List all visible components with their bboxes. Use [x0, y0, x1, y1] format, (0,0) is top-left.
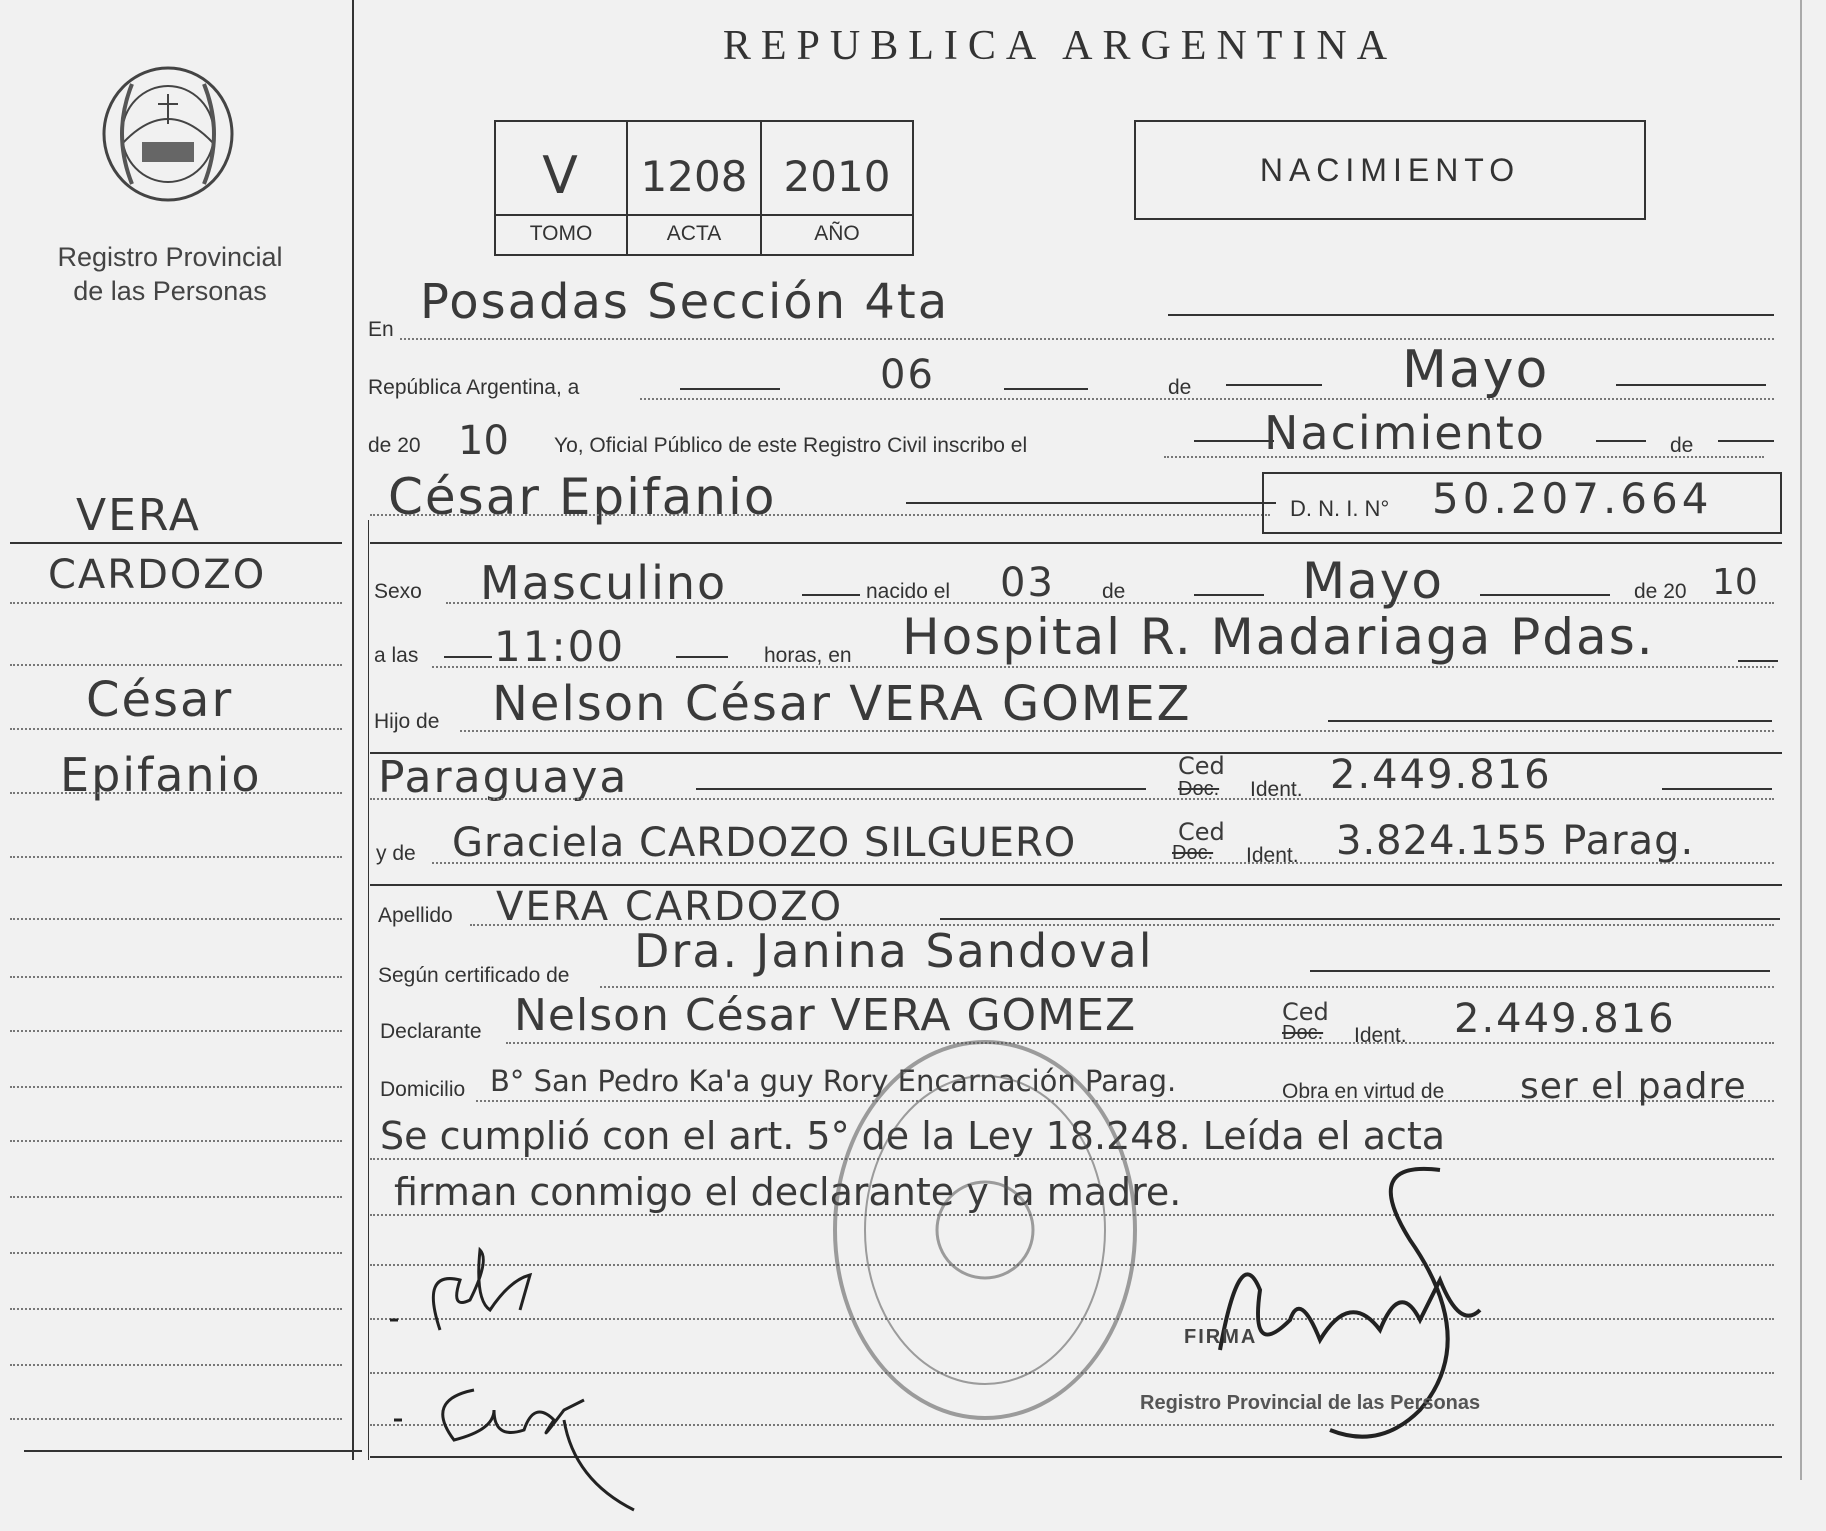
registry-name — [20, 240, 320, 308]
declarante-ced: Ced — [1282, 998, 1329, 1026]
official-round-seal — [820, 1030, 1150, 1430]
hijo-label: Hijo de — [374, 710, 440, 733]
tomo-label: TOMO — [529, 222, 593, 245]
rep-dash2 — [1004, 388, 1088, 390]
father-nat: Paraguaya — [378, 752, 629, 803]
margin-given2: Epifanio — [60, 748, 262, 802]
inscribe-text: Yo, Oficial Público de este Registro Civil inscribo el — [554, 434, 1028, 457]
cert-value: Dra. Janina Sandoval — [634, 924, 1154, 978]
sexo-value: Masculino — [480, 556, 728, 610]
cert-dash — [1310, 970, 1770, 972]
birth-year-suffix: 10 — [1712, 562, 1758, 603]
inscribe-dash3 — [1718, 440, 1774, 442]
margin-rule — [10, 542, 342, 544]
alas-label: a las — [374, 644, 419, 667]
act-type-label: NACIMIENTO — [1259, 152, 1521, 188]
inscribe-dash2 — [1596, 440, 1646, 442]
de-label3: de — [1102, 580, 1126, 603]
margin-dotline-7 — [10, 976, 342, 978]
stamp-line1: FIRMA — [1184, 1326, 1258, 1348]
day-value: 06 — [880, 352, 935, 398]
sexo-dash — [802, 594, 860, 596]
en-label: En — [368, 318, 394, 341]
margin-bottom-rule — [24, 1450, 362, 1452]
note-line1: Se cumplió con el art. 5° de la Ley 18.248. Leída el acta — [380, 1114, 1446, 1158]
declarante-doc: Doc. — [1282, 1022, 1324, 1044]
margin-surname2: CARDOZO — [48, 552, 267, 598]
birth-dash2 — [1480, 594, 1610, 596]
tomo-value: V — [542, 146, 580, 206]
margin-dotline-2 — [10, 664, 342, 666]
cert-label: Según certificado de — [378, 964, 570, 987]
margin-given1: César — [86, 672, 234, 728]
time-value: 11:00 — [494, 622, 626, 671]
mother-ced: Ced — [1178, 818, 1225, 846]
apellido-dash — [940, 918, 1780, 920]
registry-line1: Registro Provincial — [57, 242, 283, 272]
horas-label: horas, en — [764, 644, 852, 667]
margin-dotline-8 — [10, 1030, 342, 1032]
birth-day: 03 — [1000, 560, 1055, 606]
dni-label: D. N. I. N° — [1290, 496, 1390, 521]
right-border — [1800, 0, 1802, 1480]
birth-month: Mayo — [1302, 552, 1444, 610]
rep-label: República Argentina, a — [368, 376, 580, 399]
place-dash — [1738, 660, 1778, 662]
margin-dotline-12 — [10, 1252, 342, 1254]
alas-dash1 — [444, 656, 492, 658]
hijo-dash — [1328, 720, 1772, 722]
father-id: 2.449.816 — [1330, 752, 1552, 798]
dni-value: 50.207.664 — [1432, 474, 1713, 523]
rep-dash1 — [680, 388, 780, 390]
margin-dotline-9 — [10, 1086, 342, 1088]
left-column-divider — [352, 0, 354, 1460]
father-ced: Ced — [1178, 752, 1225, 780]
father-id-dash — [1662, 788, 1772, 790]
place-value: Hospital R. Madariaga Pdas. — [902, 608, 1655, 666]
anio-label: AÑO — [814, 222, 860, 245]
act-type-value: Nacimiento — [1264, 406, 1546, 460]
record-box-label-rule — [494, 214, 914, 216]
name-dotline — [370, 514, 1270, 516]
obra-value: ser el padre — [1520, 1066, 1747, 1107]
margin-dotline-3 — [10, 728, 342, 730]
acta-value: 1208 — [640, 152, 748, 201]
margin-dotline-6 — [10, 918, 342, 920]
margin-dotline-14 — [10, 1364, 342, 1366]
margin-dotline-10 — [10, 1140, 342, 1142]
inscribe-dash1 — [1194, 440, 1274, 442]
domicilio-label: Domicilio — [380, 1078, 466, 1101]
mother-value: Graciela CARDOZO SILGUERO — [452, 820, 1077, 866]
nacido-label: nacido el — [866, 580, 951, 603]
apellido-label: Apellido — [378, 904, 453, 927]
rep-dash4 — [1616, 384, 1766, 386]
month-value: Mayo — [1402, 340, 1550, 400]
margin-surname1: VERA — [76, 490, 201, 541]
obra-label: Obra en virtud de — [1282, 1080, 1445, 1103]
name-dash — [906, 502, 1276, 504]
birth-year-prefix: de 20 — [1634, 580, 1687, 603]
stamp-line2: Registro Provincial de las Personas — [1140, 1392, 1481, 1414]
registry-line2: de las Personas — [73, 276, 267, 306]
birth-dash1 — [1194, 594, 1264, 596]
en-dotline — [400, 338, 1774, 340]
rep-dash3 — [1226, 384, 1322, 386]
apellido-value: VERA CARDOZO — [496, 884, 844, 930]
nat-dotline — [370, 798, 1774, 800]
province-seal — [92, 54, 244, 214]
mother-id: 3.824.155 Parag. — [1336, 818, 1695, 864]
acta-label: ACTA — [666, 222, 722, 245]
domicilio-value: B° San Pedro Ka'a guy Rory Encarnación Parag. — [490, 1064, 1177, 1098]
alas-dotline — [432, 666, 1774, 668]
anio-value: 2010 — [783, 152, 891, 201]
act-type-box — [1134, 120, 1646, 220]
margin-dotline-4 — [10, 792, 342, 794]
declarante-ident-label: Ident. — [1354, 1024, 1407, 1047]
margin-dotline-15 — [10, 1418, 342, 1420]
declarante-label: Declarante — [380, 1020, 482, 1043]
father-doc: Doc. — [1178, 778, 1220, 800]
year-suffix: 10 — [458, 418, 509, 464]
declarante-value: Nelson César VERA GOMEZ — [514, 990, 1137, 1041]
cert-dotline — [600, 986, 1774, 988]
country-title: REPUBLICA ARGENTINA — [722, 23, 1398, 69]
note-line2: firman conmigo el declarante y la madre. — [394, 1170, 1182, 1214]
en-value: Posadas Sección 4ta — [420, 274, 950, 330]
father-ident-label: Ident. — [1250, 778, 1303, 801]
margin-dotline-13 — [10, 1308, 342, 1310]
margin-dotline-1 — [10, 602, 342, 604]
declarante-id: 2.449.816 — [1454, 996, 1676, 1042]
mother-signature — [384, 1370, 704, 1520]
left-column-divider-inner — [368, 520, 369, 1460]
margin-dotline-11 — [10, 1196, 342, 1198]
de-label2: de — [1670, 434, 1694, 457]
nat-dash — [696, 788, 1146, 790]
section-rule — [370, 542, 1782, 544]
year-prefix: de 20 — [368, 434, 421, 457]
margin-dotline-5 — [10, 856, 342, 858]
name-value: César Epifanio — [388, 468, 777, 526]
father-value: Nelson César VERA GOMEZ — [492, 676, 1192, 732]
mother-doc: Doc. — [1172, 842, 1214, 864]
en-fill-line — [1168, 314, 1774, 316]
yde-label: y de — [376, 842, 416, 865]
mother-ident-label: Ident. — [1246, 844, 1299, 867]
de-label: de — [1168, 376, 1192, 399]
declarant-signature — [380, 1240, 580, 1350]
sexo-label: Sexo — [374, 580, 422, 603]
alas-dash2 — [676, 656, 728, 658]
rep-dotline — [640, 398, 1774, 400]
